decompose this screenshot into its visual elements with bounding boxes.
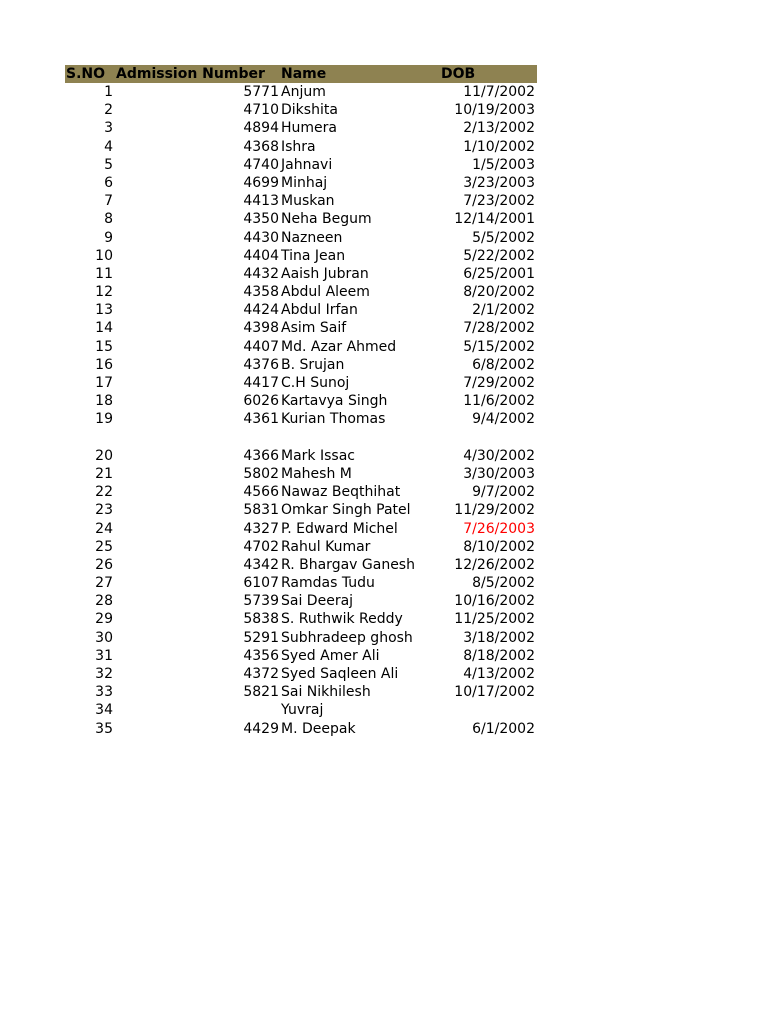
cell-sno[interactable]: 7 <box>104 193 113 210</box>
cell-admission-number[interactable]: 5838 <box>243 611 279 628</box>
table-row <box>65 229 537 247</box>
header-dob[interactable]: DOB <box>441 66 476 82</box>
cell-name[interactable]: Yuvraj <box>281 702 324 719</box>
table-row <box>65 592 537 610</box>
cell-admission-number[interactable]: 4413 <box>243 193 279 210</box>
cell-admission-number[interactable]: 4424 <box>243 302 279 319</box>
cell-name[interactable]: Sai Deeraj <box>281 593 354 610</box>
cell-name[interactable]: Omkar Singh Patel <box>281 502 411 519</box>
cell-sno[interactable]: 11 <box>95 265 113 282</box>
cell-dob[interactable]: 12/26/2002 <box>454 556 535 573</box>
table-row <box>65 392 537 410</box>
cell-dob[interactable]: 7/29/2002 <box>463 375 535 391</box>
table-row <box>65 465 537 483</box>
table-row <box>65 610 537 628</box>
cell-admission-number[interactable]: 4740 <box>243 156 279 173</box>
cell-admission-number[interactable]: 4566 <box>243 484 279 501</box>
cell-dob[interactable]: 7/28/2002 <box>463 320 535 337</box>
cell-name[interactable]: Kartavya Singh <box>281 393 388 410</box>
cell-sno[interactable]: 18 <box>95 393 113 410</box>
cell-sno[interactable]: 23 <box>95 502 113 519</box>
table-row <box>65 319 537 337</box>
cell-sno[interactable]: 1 <box>104 84 113 100</box>
cell-admission-number[interactable]: 4372 <box>243 666 279 682</box>
cell-name[interactable]: Abdul Aleem <box>281 284 370 301</box>
cell-dob[interactable]: 5/5/2002 <box>472 229 535 246</box>
cell-sno[interactable]: 4 <box>104 138 113 155</box>
cell-sno[interactable]: 2 <box>104 102 113 119</box>
cell-name[interactable]: Syed Amer Ali <box>281 647 380 664</box>
cell-admission-number[interactable]: 4699 <box>243 174 279 191</box>
cell-dob[interactable]: 8/5/2002 <box>472 575 535 592</box>
cell-sno[interactable]: 17 <box>95 375 113 391</box>
cell-admission-number[interactable]: 4342 <box>243 556 279 573</box>
cell-dob[interactable]: 3/18/2002 <box>463 629 535 646</box>
cell-admission-number[interactable]: 5802 <box>243 465 279 482</box>
cell-sno[interactable]: 3 <box>104 120 113 137</box>
table-row <box>65 356 537 374</box>
cell-admission-number[interactable]: 5831 <box>243 502 279 519</box>
cell-admission-number[interactable]: 4404 <box>243 247 279 264</box>
cell-dob[interactable]: 7/23/2002 <box>463 193 535 210</box>
cell-name[interactable]: P. Edward Michel <box>281 520 398 537</box>
cell-dob[interactable]: 8/18/2002 <box>463 647 535 664</box>
cell-admission-number[interactable]: 6107 <box>243 575 279 592</box>
cell-sno[interactable]: 6 <box>104 174 113 191</box>
cell-admission-number[interactable]: 5739 <box>243 593 279 610</box>
cell-name[interactable]: Nazneen <box>281 229 343 246</box>
cell-name[interactable]: Rahul Kumar <box>281 538 371 555</box>
cell-sno[interactable]: 35 <box>95 720 113 737</box>
cell-admission-number[interactable]: 4327 <box>243 520 279 537</box>
cell-name[interactable]: Syed Saqleen Ali <box>281 666 399 682</box>
table-row <box>65 574 537 592</box>
cell-dob[interactable]: 5/22/2002 <box>463 247 535 264</box>
cell-sno[interactable]: 5 <box>104 156 113 173</box>
cell-name[interactable]: Aaish Jubran <box>281 265 369 282</box>
cell-name[interactable]: Ishra <box>281 138 316 155</box>
cell-name[interactable]: B. Srujan <box>281 356 345 373</box>
cell-sno[interactable]: 19 <box>95 411 113 428</box>
table-row <box>65 283 537 301</box>
cell-admission-number[interactable]: 4376 <box>243 356 279 373</box>
cell-sno[interactable]: 29 <box>95 611 113 628</box>
cell-admission-number[interactable]: 4407 <box>243 338 279 355</box>
table-row <box>65 301 537 319</box>
cell-dob[interactable]: 6/1/2002 <box>472 720 535 737</box>
table-body <box>65 83 537 738</box>
cell-name[interactable]: Anjum <box>281 84 326 100</box>
cell-admission-number[interactable]: 5291 <box>243 629 279 646</box>
cell-sno[interactable]: 33 <box>95 684 113 701</box>
cell-name[interactable]: M. Deepak <box>281 720 356 737</box>
cell-name[interactable]: Nawaz Beqthihat <box>281 484 401 501</box>
cell-name[interactable]: Muskan <box>281 193 335 210</box>
cell-name[interactable]: Subhradeep ghosh <box>281 629 413 646</box>
cell-sno[interactable]: 12 <box>95 284 113 301</box>
table-row <box>65 483 537 501</box>
cell-name[interactable]: Minhaj <box>281 174 328 191</box>
table-row <box>65 683 537 701</box>
cell-admission-number[interactable]: 4432 <box>243 265 279 282</box>
table-row <box>65 520 537 538</box>
cell-sno[interactable]: 21 <box>95 465 113 482</box>
cell-admission-number[interactable]: 4366 <box>243 447 279 464</box>
cell-sno[interactable]: 30 <box>95 629 113 646</box>
cell-name[interactable]: C.H Sunoj <box>281 375 350 391</box>
cell-dob[interactable]: 9/4/2002 <box>472 411 535 428</box>
cell-name[interactable]: Dikshita <box>281 102 338 119</box>
cell-name[interactable]: Sai Nikhilesh <box>281 684 371 701</box>
cell-admission-number[interactable]: 4429 <box>243 720 279 737</box>
table-row <box>65 501 537 519</box>
cell-dob[interactable]: 10/16/2002 <box>454 593 535 610</box>
cell-dob[interactable]: 2/13/2002 <box>463 120 535 137</box>
cell-admission-number[interactable]: 6026 <box>243 393 279 410</box>
spreadsheet <box>65 65 537 738</box>
table-row <box>65 119 537 137</box>
cell-sno[interactable]: 31 <box>95 647 113 664</box>
table-row <box>65 701 537 719</box>
cell-admission-number[interactable]: 5821 <box>243 684 279 701</box>
cell-sno[interactable]: 8 <box>104 211 113 228</box>
cell-dob[interactable]: 11/29/2002 <box>454 502 535 519</box>
cell-admission-number[interactable]: 4430 <box>243 229 279 246</box>
cell-sno[interactable]: 9 <box>104 229 113 246</box>
cell-dob[interactable]: 2/1/2002 <box>472 302 535 319</box>
table-row <box>65 374 537 392</box>
cell-sno[interactable]: 28 <box>95 593 113 610</box>
cell-dob[interactable]: 3/23/2003 <box>463 174 535 191</box>
table-row <box>65 647 537 665</box>
cell-admission-number[interactable]: 4702 <box>243 538 279 555</box>
table-header <box>65 65 537 83</box>
cell-admission-number[interactable]: 4356 <box>243 647 279 664</box>
cell-dob[interactable]: 11/6/2002 <box>463 393 535 410</box>
cell-name[interactable]: Mark Issac <box>281 447 355 464</box>
cell-admission-number[interactable]: 4417 <box>243 375 279 391</box>
table-row <box>65 156 537 174</box>
cell-sno[interactable]: 32 <box>95 666 113 682</box>
table-row <box>65 192 537 210</box>
table-row <box>65 338 537 356</box>
cell-name[interactable]: Asim Saif <box>281 320 347 337</box>
table-row <box>65 720 537 738</box>
blank-row <box>65 429 537 447</box>
cell-name[interactable]: S. Ruthwik Reddy <box>281 611 403 628</box>
cell-sno[interactable]: 20 <box>95 447 113 464</box>
cell-dob[interactable]: 11/25/2002 <box>454 611 535 628</box>
table-row <box>65 265 537 283</box>
cell-dob[interactable]: 7/26/2003 <box>463 520 535 537</box>
cell-name[interactable]: Md. Azar Ahmed <box>281 338 397 355</box>
cell-dob[interactable]: 8/20/2002 <box>463 284 535 301</box>
cell-dob[interactable]: 11/7/2002 <box>463 84 535 100</box>
cell-sno[interactable]: 16 <box>95 356 113 373</box>
table-row <box>65 410 537 428</box>
cell-name[interactable]: Ramdas Tudu <box>281 575 375 592</box>
cell-admission-number[interactable]: 4361 <box>243 411 279 428</box>
table-row <box>65 556 537 574</box>
cell-sno[interactable]: 15 <box>95 338 113 355</box>
cell-admission-number[interactable]: 4710 <box>243 102 279 119</box>
cell-dob[interactable]: 1/5/2003 <box>472 156 535 173</box>
cell-dob[interactable]: 9/7/2002 <box>472 484 535 501</box>
cell-dob[interactable]: 6/25/2001 <box>463 265 535 282</box>
cell-sno[interactable]: 13 <box>95 302 113 319</box>
cell-admission-number[interactable]: 4894 <box>243 120 279 137</box>
table-row <box>65 83 537 101</box>
cell-admission-number[interactable]: 4350 <box>243 211 279 228</box>
cell-sno[interactable]: 22 <box>95 484 113 501</box>
cell-dob[interactable]: 3/30/2003 <box>463 465 535 482</box>
cell-name[interactable]: R. Bhargav Ganesh <box>281 556 415 573</box>
cell-name[interactable]: Jahnavi <box>281 156 333 173</box>
cell-dob[interactable]: 6/8/2002 <box>472 356 535 373</box>
cell-name[interactable]: Humera <box>281 120 337 137</box>
table-row <box>65 538 537 556</box>
header-name[interactable]: Name <box>281 66 327 82</box>
table-row <box>65 138 537 156</box>
header-sno[interactable]: S.NO <box>66 66 106 82</box>
cell-admission-number[interactable]: 4358 <box>243 284 279 301</box>
table-row <box>65 210 537 228</box>
cell-sno[interactable]: 14 <box>95 320 113 337</box>
table-row <box>65 174 537 192</box>
cell-sno[interactable]: 26 <box>95 556 113 573</box>
cell-sno[interactable]: 27 <box>95 575 113 592</box>
cell-dob[interactable]: 1/10/2002 <box>463 138 535 155</box>
header-admission-number[interactable]: Admission Number <box>116 66 265 82</box>
cell-admission-number[interactable]: 4368 <box>243 138 279 155</box>
cell-sno[interactable]: 10 <box>95 247 113 264</box>
cell-sno[interactable]: 24 <box>95 520 113 537</box>
cell-name[interactable]: Abdul Irfan <box>281 302 358 319</box>
cell-name[interactable]: Mahesh M <box>281 465 352 482</box>
cell-dob[interactable]: 5/15/2002 <box>463 338 535 355</box>
cell-dob[interactable]: 10/17/2002 <box>454 684 535 701</box>
cell-admission-number[interactable]: 5771 <box>243 84 279 100</box>
cell-name[interactable]: Neha Begum <box>281 211 372 228</box>
cell-admission-number[interactable]: 4398 <box>243 320 279 337</box>
cell-dob[interactable]: 12/14/2001 <box>454 211 535 228</box>
cell-sno[interactable]: 34 <box>95 702 113 719</box>
table-row <box>65 101 537 119</box>
table-row <box>65 629 537 647</box>
table-row <box>65 247 537 265</box>
cell-name[interactable]: Kurian Thomas <box>281 411 386 428</box>
table-row <box>65 447 537 465</box>
table-row <box>65 665 537 683</box>
cell-name[interactable]: Tina Jean <box>281 247 346 264</box>
cell-dob[interactable]: 4/13/2002 <box>463 666 535 682</box>
cell-sno[interactable]: 25 <box>95 538 113 555</box>
cell-dob[interactable]: 8/10/2002 <box>463 538 535 555</box>
cell-dob[interactable]: 10/19/2003 <box>454 102 535 119</box>
cell-dob[interactable]: 4/30/2002 <box>463 447 535 464</box>
